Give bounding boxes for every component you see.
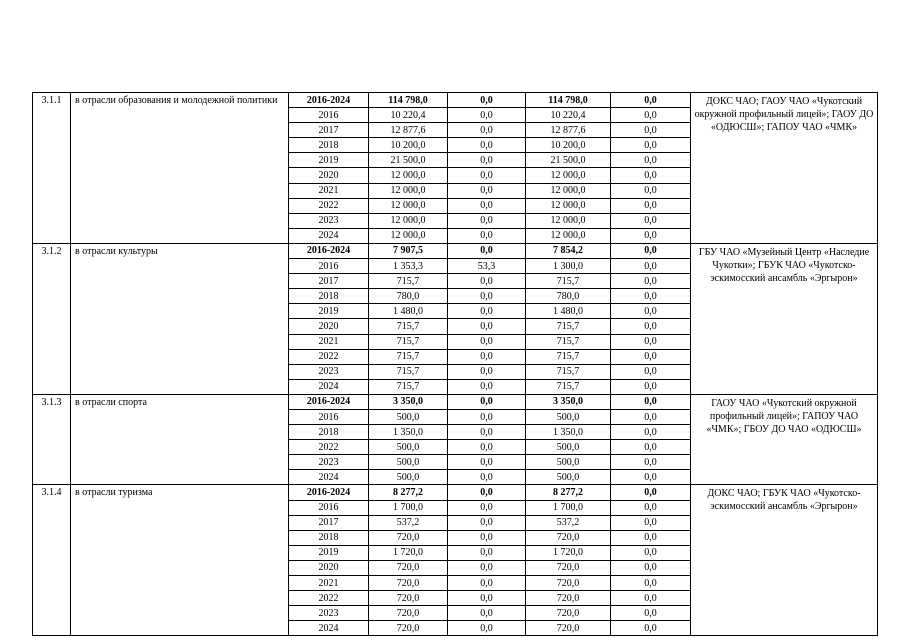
federal-budget-cell: 0,0 bbox=[448, 168, 526, 183]
year-cell: 2023 bbox=[289, 606, 369, 621]
table-row-total bbox=[33, 93, 878, 108]
year-cell: 2016 bbox=[289, 409, 369, 424]
year-cell: 2021 bbox=[289, 576, 369, 591]
regional-budget-cell: 12 000,0 bbox=[526, 183, 611, 198]
federal-budget-cell: 0,0 bbox=[448, 138, 526, 153]
regional-budget-cell: 715,7 bbox=[526, 334, 611, 349]
total-cell: 3 350,0 bbox=[369, 394, 448, 409]
regional-budget-cell: 1 720,0 bbox=[526, 545, 611, 560]
regional-budget-cell: 1 700,0 bbox=[526, 500, 611, 515]
other-sources-cell: 0,0 bbox=[611, 228, 691, 243]
year-cell: 2020 bbox=[289, 319, 369, 334]
total-cell: 720,0 bbox=[369, 576, 448, 591]
federal-budget-cell: 0,0 bbox=[448, 334, 526, 349]
regional-budget-cell: 720,0 bbox=[526, 591, 611, 606]
regional-budget-cell: 1 480,0 bbox=[526, 304, 611, 319]
total-cell: 715,7 bbox=[369, 379, 448, 394]
total-cell: 10 200,0 bbox=[369, 138, 448, 153]
regional-budget-cell: 500,0 bbox=[526, 409, 611, 424]
year-cell: 2018 bbox=[289, 530, 369, 545]
year-cell: 2018 bbox=[289, 138, 369, 153]
year-cell: 2017 bbox=[289, 123, 369, 138]
other-sources-cell: 0,0 bbox=[611, 545, 691, 560]
total-cell: 8 277,2 bbox=[369, 485, 448, 500]
total-cell: 1 353,3 bbox=[369, 259, 448, 274]
other-sources-cell: 0,0 bbox=[611, 138, 691, 153]
federal-budget-cell: 0,0 bbox=[448, 243, 526, 258]
federal-budget-cell: 0,0 bbox=[448, 213, 526, 228]
federal-budget-cell: 0,0 bbox=[448, 606, 526, 621]
total-cell: 21 500,0 bbox=[369, 153, 448, 168]
other-sources-cell: 0,0 bbox=[611, 455, 691, 470]
regional-budget-cell: 3 350,0 bbox=[526, 394, 611, 409]
regional-budget-cell: 720,0 bbox=[526, 560, 611, 575]
total-cell: 1 700,0 bbox=[369, 500, 448, 515]
total-cell: 715,7 bbox=[369, 334, 448, 349]
year-cell: 2016 bbox=[289, 500, 369, 515]
other-sources-cell: 0,0 bbox=[611, 515, 691, 530]
federal-budget-cell: 0,0 bbox=[448, 379, 526, 394]
total-cell: 12 000,0 bbox=[369, 183, 448, 198]
section-number: 3.1.2 bbox=[33, 243, 71, 394]
year-cell: 2020 bbox=[289, 560, 369, 575]
total-cell: 780,0 bbox=[369, 289, 448, 304]
year-cell: 2017 bbox=[289, 274, 369, 289]
federal-budget-cell: 0,0 bbox=[448, 304, 526, 319]
other-sources-cell: 0,0 bbox=[611, 576, 691, 591]
regional-budget-cell: 10 200,0 bbox=[526, 138, 611, 153]
other-sources-cell: 0,0 bbox=[611, 168, 691, 183]
regional-budget-cell: 12 000,0 bbox=[526, 213, 611, 228]
federal-budget-cell: 0,0 bbox=[448, 530, 526, 545]
total-cell: 12 000,0 bbox=[369, 213, 448, 228]
regional-budget-cell: 500,0 bbox=[526, 440, 611, 455]
executors-cell: ГБУ ЧАО «Музейный Центр «Наследие Чукотки»; ГБУК ЧАО «Чукотско-эскимосский ансамбль «Эргырон» bbox=[691, 243, 878, 394]
federal-budget-cell: 0,0 bbox=[448, 394, 526, 409]
year-cell: 2021 bbox=[289, 183, 369, 198]
regional-budget-cell: 720,0 bbox=[526, 621, 611, 636]
table-body bbox=[33, 93, 878, 636]
federal-budget-cell: 0,0 bbox=[448, 576, 526, 591]
regional-budget-cell: 537,2 bbox=[526, 515, 611, 530]
total-cell: 720,0 bbox=[369, 560, 448, 575]
federal-budget-cell: 0,0 bbox=[448, 108, 526, 123]
year-cell: 2023 bbox=[289, 364, 369, 379]
table-row-total bbox=[33, 485, 878, 500]
total-cell: 1 480,0 bbox=[369, 304, 448, 319]
other-sources-cell: 0,0 bbox=[611, 591, 691, 606]
regional-budget-cell: 720,0 bbox=[526, 606, 611, 621]
total-cell: 10 220,4 bbox=[369, 108, 448, 123]
year-cell: 2022 bbox=[289, 198, 369, 213]
year-cell: 2022 bbox=[289, 591, 369, 606]
year-cell: 2019 bbox=[289, 545, 369, 560]
federal-budget-cell: 0,0 bbox=[448, 485, 526, 500]
other-sources-cell: 0,0 bbox=[611, 440, 691, 455]
other-sources-cell: 0,0 bbox=[611, 560, 691, 575]
year-cell: 2023 bbox=[289, 455, 369, 470]
year-cell: 2019 bbox=[289, 304, 369, 319]
year-cell: 2019 bbox=[289, 153, 369, 168]
year-cell: 2017 bbox=[289, 515, 369, 530]
federal-budget-cell: 0,0 bbox=[448, 123, 526, 138]
section-name: в отрасли образования и молодежной политики bbox=[71, 93, 289, 244]
federal-budget-cell: 0,0 bbox=[448, 349, 526, 364]
federal-budget-cell: 0,0 bbox=[448, 425, 526, 440]
year-cell: 2024 bbox=[289, 621, 369, 636]
regional-budget-cell: 12 877,6 bbox=[526, 123, 611, 138]
other-sources-cell: 0,0 bbox=[611, 304, 691, 319]
total-cell: 720,0 bbox=[369, 621, 448, 636]
other-sources-cell: 0,0 bbox=[611, 153, 691, 168]
section-name: в отрасли культуры bbox=[71, 243, 289, 394]
year-cell: 2018 bbox=[289, 425, 369, 440]
year-cell: 2016-2024 bbox=[289, 243, 369, 258]
year-cell: 2016-2024 bbox=[289, 394, 369, 409]
other-sources-cell: 0,0 bbox=[611, 409, 691, 424]
federal-budget-cell: 0,0 bbox=[448, 500, 526, 515]
section-name: в отрасли спорта bbox=[71, 394, 289, 485]
section-number: 3.1.1 bbox=[33, 93, 71, 244]
total-cell: 12 000,0 bbox=[369, 228, 448, 243]
other-sources-cell: 0,0 bbox=[611, 93, 691, 108]
section-number: 3.1.4 bbox=[33, 485, 71, 636]
other-sources-cell: 0,0 bbox=[611, 364, 691, 379]
regional-budget-cell: 780,0 bbox=[526, 289, 611, 304]
federal-budget-cell: 0,0 bbox=[448, 198, 526, 213]
federal-budget-cell: 0,0 bbox=[448, 560, 526, 575]
total-cell: 114 798,0 bbox=[369, 93, 448, 108]
regional-budget-cell: 12 000,0 bbox=[526, 168, 611, 183]
total-cell: 500,0 bbox=[369, 455, 448, 470]
regional-budget-cell: 720,0 bbox=[526, 576, 611, 591]
other-sources-cell: 0,0 bbox=[611, 198, 691, 213]
year-cell: 2016-2024 bbox=[289, 93, 369, 108]
federal-budget-cell: 0,0 bbox=[448, 319, 526, 334]
federal-budget-cell: 0,0 bbox=[448, 470, 526, 485]
other-sources-cell: 0,0 bbox=[611, 108, 691, 123]
federal-budget-cell: 0,0 bbox=[448, 455, 526, 470]
federal-budget-cell: 0,0 bbox=[448, 228, 526, 243]
total-cell: 12 000,0 bbox=[369, 198, 448, 213]
total-cell: 500,0 bbox=[369, 409, 448, 424]
other-sources-cell: 0,0 bbox=[611, 606, 691, 621]
executors-cell: ДОКС ЧАО; ГАОУ ЧАО «Чукотский окружной профильный лицей»; ГАОУ ДО «ОДЮСШ»; ГАПОУ ЧАО «ЧМК» bbox=[691, 93, 878, 244]
year-cell: 2024 bbox=[289, 379, 369, 394]
regional-budget-cell: 715,7 bbox=[526, 274, 611, 289]
year-cell: 2022 bbox=[289, 349, 369, 364]
other-sources-cell: 0,0 bbox=[611, 349, 691, 364]
regional-budget-cell: 21 500,0 bbox=[526, 153, 611, 168]
regional-budget-cell: 720,0 bbox=[526, 530, 611, 545]
federal-budget-cell: 0,0 bbox=[448, 289, 526, 304]
regional-budget-cell: 500,0 bbox=[526, 470, 611, 485]
federal-budget-cell: 0,0 bbox=[448, 545, 526, 560]
regional-budget-cell: 1 300,0 bbox=[526, 259, 611, 274]
year-cell: 2020 bbox=[289, 168, 369, 183]
other-sources-cell: 0,0 bbox=[611, 213, 691, 228]
regional-budget-cell: 715,7 bbox=[526, 349, 611, 364]
regional-budget-cell: 500,0 bbox=[526, 455, 611, 470]
other-sources-cell: 0,0 bbox=[611, 123, 691, 138]
regional-budget-cell: 12 000,0 bbox=[526, 228, 611, 243]
federal-budget-cell: 0,0 bbox=[448, 621, 526, 636]
other-sources-cell: 0,0 bbox=[611, 621, 691, 636]
federal-budget-cell: 0,0 bbox=[448, 93, 526, 108]
total-cell: 1 720,0 bbox=[369, 545, 448, 560]
executors-cell: ДОКС ЧАО; ГБУК ЧАО «Чукотско-эскимосский ансамбль «Эргырон» bbox=[691, 485, 878, 636]
year-cell: 2024 bbox=[289, 228, 369, 243]
regional-budget-cell: 114 798,0 bbox=[526, 93, 611, 108]
other-sources-cell: 0,0 bbox=[611, 289, 691, 304]
year-cell: 2018 bbox=[289, 289, 369, 304]
total-cell: 720,0 bbox=[369, 591, 448, 606]
other-sources-cell: 0,0 bbox=[611, 274, 691, 289]
other-sources-cell: 0,0 bbox=[611, 183, 691, 198]
regional-budget-cell: 8 277,2 bbox=[526, 485, 611, 500]
other-sources-cell: 0,0 bbox=[611, 379, 691, 394]
federal-budget-cell: 0,0 bbox=[448, 440, 526, 455]
federal-budget-cell: 0,0 bbox=[448, 183, 526, 198]
regional-budget-cell: 7 854,2 bbox=[526, 243, 611, 258]
federal-budget-cell: 0,0 bbox=[448, 153, 526, 168]
total-cell: 12 000,0 bbox=[369, 168, 448, 183]
regional-budget-cell: 12 000,0 bbox=[526, 198, 611, 213]
year-cell: 2016 bbox=[289, 259, 369, 274]
federal-budget-cell: 0,0 bbox=[448, 274, 526, 289]
year-cell: 2023 bbox=[289, 213, 369, 228]
funding-table bbox=[32, 92, 878, 636]
document-page bbox=[32, 92, 877, 636]
total-cell: 500,0 bbox=[369, 470, 448, 485]
other-sources-cell: 0,0 bbox=[611, 470, 691, 485]
table-row-total bbox=[33, 243, 878, 258]
other-sources-cell: 0,0 bbox=[611, 485, 691, 500]
federal-budget-cell: 53,3 bbox=[448, 259, 526, 274]
federal-budget-cell: 0,0 bbox=[448, 364, 526, 379]
total-cell: 720,0 bbox=[369, 530, 448, 545]
total-cell: 715,7 bbox=[369, 319, 448, 334]
year-cell: 2021 bbox=[289, 334, 369, 349]
total-cell: 500,0 bbox=[369, 440, 448, 455]
regional-budget-cell: 715,7 bbox=[526, 319, 611, 334]
total-cell: 715,7 bbox=[369, 274, 448, 289]
total-cell: 715,7 bbox=[369, 364, 448, 379]
year-cell: 2016 bbox=[289, 108, 369, 123]
section-name: в отрасли туризма bbox=[71, 485, 289, 636]
year-cell: 2024 bbox=[289, 470, 369, 485]
total-cell: 537,2 bbox=[369, 515, 448, 530]
other-sources-cell: 0,0 bbox=[611, 243, 691, 258]
regional-budget-cell: 715,7 bbox=[526, 379, 611, 394]
federal-budget-cell: 0,0 bbox=[448, 515, 526, 530]
other-sources-cell: 0,0 bbox=[611, 425, 691, 440]
other-sources-cell: 0,0 bbox=[611, 319, 691, 334]
other-sources-cell: 0,0 bbox=[611, 259, 691, 274]
other-sources-cell: 0,0 bbox=[611, 334, 691, 349]
other-sources-cell: 0,0 bbox=[611, 530, 691, 545]
total-cell: 12 877,6 bbox=[369, 123, 448, 138]
total-cell: 720,0 bbox=[369, 606, 448, 621]
year-cell: 2022 bbox=[289, 440, 369, 455]
total-cell: 7 907,5 bbox=[369, 243, 448, 258]
section-number: 3.1.3 bbox=[33, 394, 71, 485]
regional-budget-cell: 10 220,4 bbox=[526, 108, 611, 123]
other-sources-cell: 0,0 bbox=[611, 500, 691, 515]
executors-cell: ГАОУ ЧАО «Чукотский окружной профильный лицей»; ГАПОУ ЧАО «ЧМК»; ГБОУ ДО ЧАО «ОДЮСШ» bbox=[691, 394, 878, 485]
table-row-total bbox=[33, 394, 878, 409]
total-cell: 715,7 bbox=[369, 349, 448, 364]
year-cell: 2016-2024 bbox=[289, 485, 369, 500]
regional-budget-cell: 715,7 bbox=[526, 364, 611, 379]
total-cell: 1 350,0 bbox=[369, 425, 448, 440]
other-sources-cell: 0,0 bbox=[611, 394, 691, 409]
regional-budget-cell: 1 350,0 bbox=[526, 425, 611, 440]
federal-budget-cell: 0,0 bbox=[448, 591, 526, 606]
federal-budget-cell: 0,0 bbox=[448, 409, 526, 424]
